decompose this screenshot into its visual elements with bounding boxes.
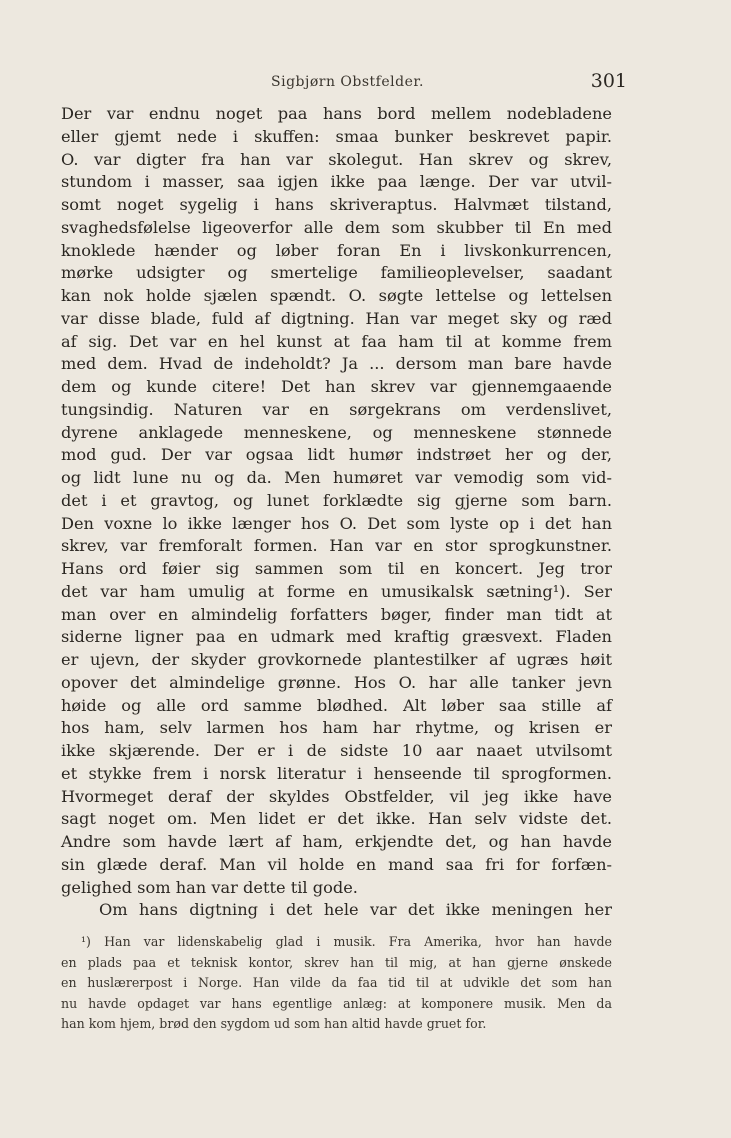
text-line: svaghedsfølelse ligeoverfor alle dem som skubber til En med — [61, 217, 612, 237]
footnote-line: nu havde opdaget var hans egentlige anlæg: at komponere musik. Men da — [61, 995, 612, 1011]
text-line: tungsindig. Naturen var en sørgekrans om verdenslivet, — [61, 399, 612, 419]
text-line: høide og alle ord samme blødhed. Alt løber saa stille af — [61, 695, 612, 715]
text-line: mod gud. Der var ogsaa lidt humør indstrøet her og der, — [61, 445, 612, 465]
text-line: var disse blade, fuld af digtning. Han var meget sky og ræd — [61, 308, 612, 328]
text-line: ikke skjærende. Der er i de sidste 10 aar naaet utvilsomt — [61, 741, 612, 760]
page-number: 301 — [590, 70, 627, 92]
text-line: knoklede hænder og løber foran En i livskonkurrencen, — [61, 240, 612, 260]
text-line: kan nok holde sjælen spændt. O. søgte lettelse og lettelsen — [61, 286, 612, 305]
text-line: Andre som havde lært af ham, erkjendte det, og han havde — [61, 832, 612, 851]
text-line: gelighed som han var dette til gode. — [61, 877, 358, 897]
text-line: Der var endnu noget paa hans bord mellem nodebladene — [61, 104, 612, 123]
text-line: opover det almindelige grønne. Hos O. har alle tanker jevn — [61, 672, 612, 692]
footnote-line: en huslærerpost i Norge. Han vilde da faa tid til at udvikle det som han — [61, 975, 612, 990]
page-header — [60, 70, 635, 96]
text-line: stundom i masser, saa igjen ikke paa længe. Der var utvil- — [61, 172, 612, 192]
text-line: siderne ligner paa en udmark med kraftig græsvext. Fladen — [61, 627, 612, 647]
running-head: Sigbjørn Obstfelder. — [271, 74, 424, 90]
text-line: sagt noget om. Men lidet er det ikke. Han selv vidste det. — [61, 809, 612, 829]
text-line: det var ham umulig at forme en umusikalsk sætning¹). Ser — [61, 581, 612, 601]
text-line: Hans ord føier sig sammen som til en koncert. Jeg tror — [61, 559, 612, 578]
text-line: det i et gravtog, og lunet forklædte sig gjerne som barn. — [61, 490, 612, 510]
text-line: Den voxne lo ikke længer hos O. Det som lyste op i det han — [61, 513, 612, 533]
text-line: og lidt lune nu og da. Men humøret var vemodig som vid- — [61, 468, 612, 487]
text-line: dyrene anklagede menneskene, og menneskene stønnede — [61, 422, 612, 442]
footnote-line: ¹) Han var lidenskabelig glad i musik. Fra Amerika, hvor han havde — [81, 934, 612, 949]
text-line: skrev, var fremforalt formen. Han var en stor sprogkunstner. — [61, 536, 612, 556]
text-line: man over en almindelig forfatters bøger, finder man tidt at — [61, 604, 612, 624]
text-line: af sig. Det var en hel kunst at faa ham til at komme frem — [61, 331, 612, 351]
text-line: dem og kunde citere! Det han skrev var gjennemgaaende — [61, 377, 612, 396]
footnote-line: han kom hjem, brød den sygdom ud som han altid havde gruet for. — [61, 1016, 487, 1031]
text-line: et stykke frem i norsk literatur i henseende til sprogformen. — [61, 763, 612, 783]
text-line: somt noget sygelig i hans skriveraptus. Halvmæt tilstand, — [61, 195, 612, 214]
footnote-line: en plads paa et teknisk kontor, skrev han til mig, at han gjerne ønskede — [61, 954, 612, 970]
text-line: hos ham, selv larmen hos ham har rhytme, og krisen er — [61, 718, 612, 738]
text-line: Om hans digtning i det hele var det ikke meningen her — [99, 900, 612, 920]
text-line: sin glæde deraf. Man vil holde en mand saa fri for forfæn- — [61, 854, 612, 874]
text-line: mørke udsigter og smertelige familieoplevelser, saadant — [61, 263, 612, 283]
text-line: med dem. Hvad de indeholdt? Ja ... dersom man bare havde — [61, 354, 612, 374]
body-text — [61, 103, 612, 922]
text-line: Hvormeget deraf der skyldes Obstfelder, vil jeg ikke have — [61, 786, 612, 806]
text-line: O. var digter fra han var skolegut. Han skrev og skrev, — [61, 149, 612, 169]
footnotes — [61, 932, 612, 1035]
text-line: er ujevn, der skyder grovkornede plantestilker af ugræs høit — [61, 650, 612, 669]
text-line: eller gjemt nede i skuffen: smaa bunker beskrevet papir. — [61, 126, 612, 146]
